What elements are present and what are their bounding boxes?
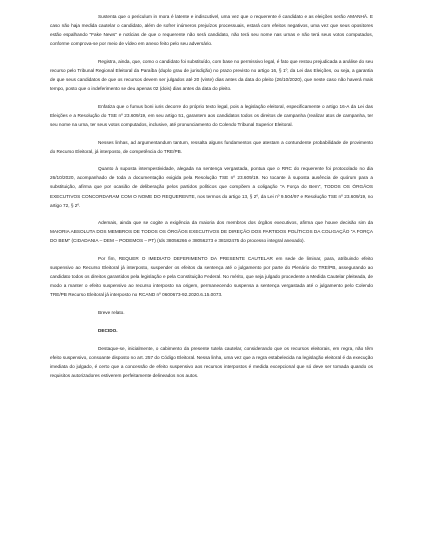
decision-heading: DECIDO.	[98, 327, 118, 333]
paragraph-decision: Destaque-se, inicialmente, o cabimento da presente tutela cautelar, considerando que os recursos eleitorais, em regra, não têm efeito suspensivo, consoante disposto no art. 257 do Código Eleitoral. Nessa linha, uma vez que a regra estabelecida na legislação eleitoral é da execução imediata do julgado, é certo que a concessão de efeito suspensivo aos recursos interpostos é medida excepcional que só deve ser tomada quando os requisitos autorizadores estiverem perfeitamente delineados nos autos.	[50, 345, 373, 379]
brief-report-label: Breve relato.	[98, 309, 125, 315]
paragraph-periculum: Sustenta que o periculum in mora é latente e indiscutível, uma vez que o requerente é candidato e as eleições serão AMANHÃ. E caso não haja medida cautelar o candidato, além de sofrer inúmeros prejuízos processuais, estará com efeitos negativos, uma vez que seus opositores estão espalhando "Fake News" e notícias de que o requerente não será candidato, não terá seu nome nas urnas e não terá seus votos computados, conforme comprova-se por meio de vídeo em anexo feito pelo seu adversário.	[50, 14, 373, 47]
paragraph-requests: Por fim, REQUER O IMEDIATO DEFERIMENTO DA PRESENTE CAUTELAR em sede de liminar, para, atribuindo efeito suspensivo ao Recurso Eleitoral já interposto, suspender os efeitos da sentença até o julgamento por parte do Plenário do TRE/PB, assegurando ao candidato todos os direitos garantidos pela legislação e pela Constituição Federal. No mérito, que seja julgado procedente a Medida Cautelar pleiteada, de modo a manter o efeito suspensivo ao recurso interposto na origem, permanecendo suspensa a sentença vergastada até o julgamento pelo Colendo TRE/PB Recurso Eleitoral já interposto no RCAND nº 0600673-92.2020.6.15.0073.	[50, 255, 373, 298]
paragraph-fumus: Enfatiza que o fumus boni iuris decorre do próprio texto legal, pois a legislação eleitoral, especificamente o artigo 16-A da Lei das Eleições e a Resolução do TSE nº 23.609/19, em seu artigo 51, garantem aos candidatos todos os direitos de campanha (realizar atos de campanha, ter seu nome na urna, ter seus votos computados, inclusive, até pronunciamento do Colendo Tribunal Superior Eleitoral.	[50, 103, 373, 127]
paragraph-substitution: Registra, ainda, que, como o candidato foi substituído, com base no permissivo legal, é fato que restou prejudicada a análise do seu recurso pelo Tribunal Regional Eleitoral da Paraíba (duplo grau de jurisdição) no prazo previsto no artigo 16, § 1º, da Lei das Eleições, ou seja, a garantia de que seus candidatos de que os recursos devem ser julgados até 20 (vinte) dias antes da data do pleito (26/10/2020), que neste caso não haverá mais tempo, posto que o indeferimento se deu apenas 02 (dois) dias antes da data do pleito.	[50, 58, 373, 92]
paragraph-tempestividade: Quanto à suposta intempestividade, alegada na sentença vergastada, pontua que o RRC do requerente foi protocolado no dia 26/10/2020, acompanhado de toda a documentação exigida pela Resolução TSE nº 23.609/19. No tocante à suposta ausência de quórum para a substituição, afirma que por ocasião de deliberação pelos partidos políticos que compõem a coligação "A Força do Bem", TODOS OS ÓRGÃOS EXECUTIVOS CONCORDARAM COM O NOME DO REQUERENTE, nos termos do artigo 13, § 2º, da Lei nº 9.504/97 e Resolução TSE nº 23.609/19, no artigo 72, § 2º.	[50, 166, 373, 208]
paragraph-maioria: Ademais, ainda que se cogite a exigência da maioria dos membros dos órgãos executivos, afirma que houve decisão sim da MAIORIA ABSOLUTA DOS MEMBROS DE TODOS OS ÓRGÃOS EXECUTIVOS DE DIREÇÃO DOS PARTIDOS POLÍTICOS DA COLIGAÇÃO "A FORÇA DO BEM" (CIDADANIA – DEM – PODEMOS – PT) (Ids 38056266 e 38056273 e 38182475 do processo integral anexado).	[50, 220, 373, 244]
paragraph-arguments: Nesses linhas, ad argumentandum tantum, ressalta alguns fundamentos que atestam a contundente probabilidade de provimento do Recurso Eleitoral, já interposto, de competência do TRE/PB.	[50, 139, 373, 154]
